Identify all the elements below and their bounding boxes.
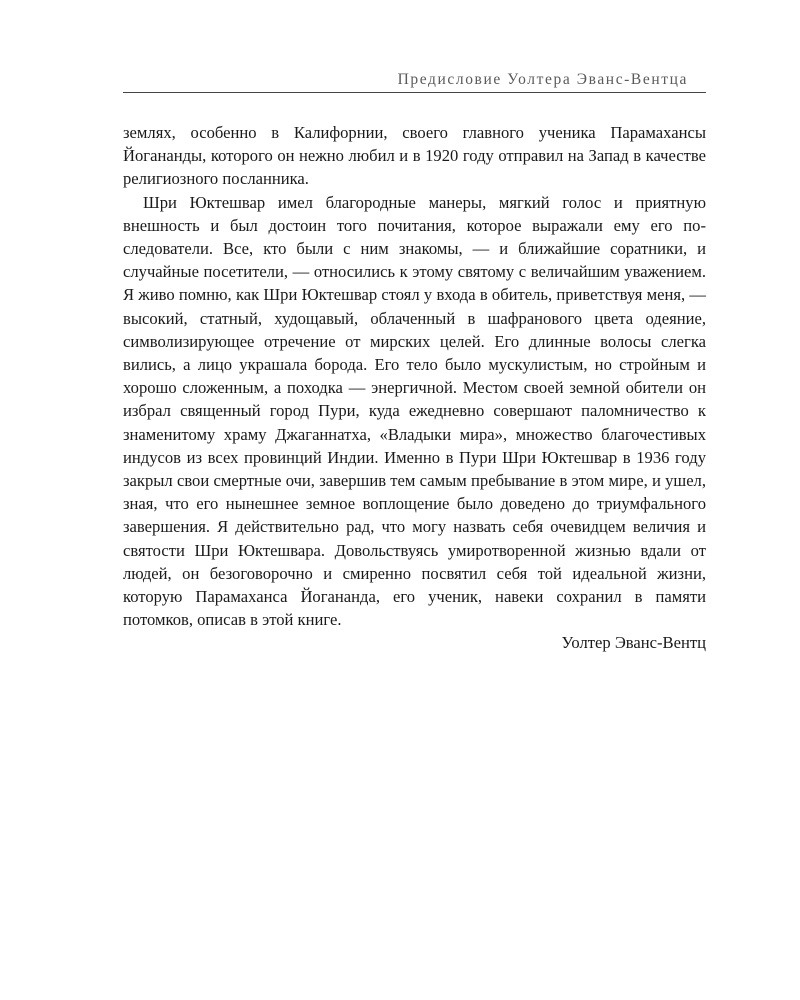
main-text — [123, 121, 706, 655]
paragraph-sri-yukteswar: Шри Юктешвар имел благородные манеры, мягкий голос и приятную внешность и был достоин того почитания, которое выражали ему его последователи. Все, кто были с ним знакомы, — и ближайшие соратники, и случайные посетители, — относились к этому святому с величайшим уважением. Я живо помню, как Шри Юктешвар стоял у входа в обитель, приветствуя меня, — высокий, статный, худощавый, облаченный в шафранового цвета одеяние, символизирующее отречение от мирских целей. Его длинные волосы слегка вились, а лицо украшала борода. Его тело было мускулистым, но стройным и хорошо сложенным, а походка — энергичной. Местом своей земной обители он избрал священный город Пури, куда ежедневно совершают паломничество к знаменитому храму Джаганнатха, «Владыки мира», множество благочестивых индусов из всех провинций Индии. Именно в Пури Шри Юктешвар в 1936 году закрыл свои смертные очи, завершив тем самым пребывание в этом мире, и ушел, зная, что его нынешнее земное воплощение было доведено до триумфального завершения. Я действительно рад, что могу назвать себя очевидцем величия и святости Шри Юктешвара. Довольствуясь умиротворенной жизнью вдали от людей, он безоговорочно и смиренно посвятил себя той идеальной жизни, которую Парамаханса Йогананда, его ученик, навеки сохранил в памяти потомков, описав в этой книге. — [123, 192, 706, 630]
paragraph-continuation: землях, особенно в Калифорнии, своего главного ученика Парамахансы Йогананды, которого он нежно любил и в 1920 году отправил на Запад в качестве религиозного посланника. — [123, 123, 706, 189]
running-header-title: Предисловие Уолтера Эванс-Вентца — [397, 71, 688, 88]
author-signature: Уолтер Эванс-Вентц — [561, 633, 706, 653]
header-rule — [123, 92, 706, 93]
